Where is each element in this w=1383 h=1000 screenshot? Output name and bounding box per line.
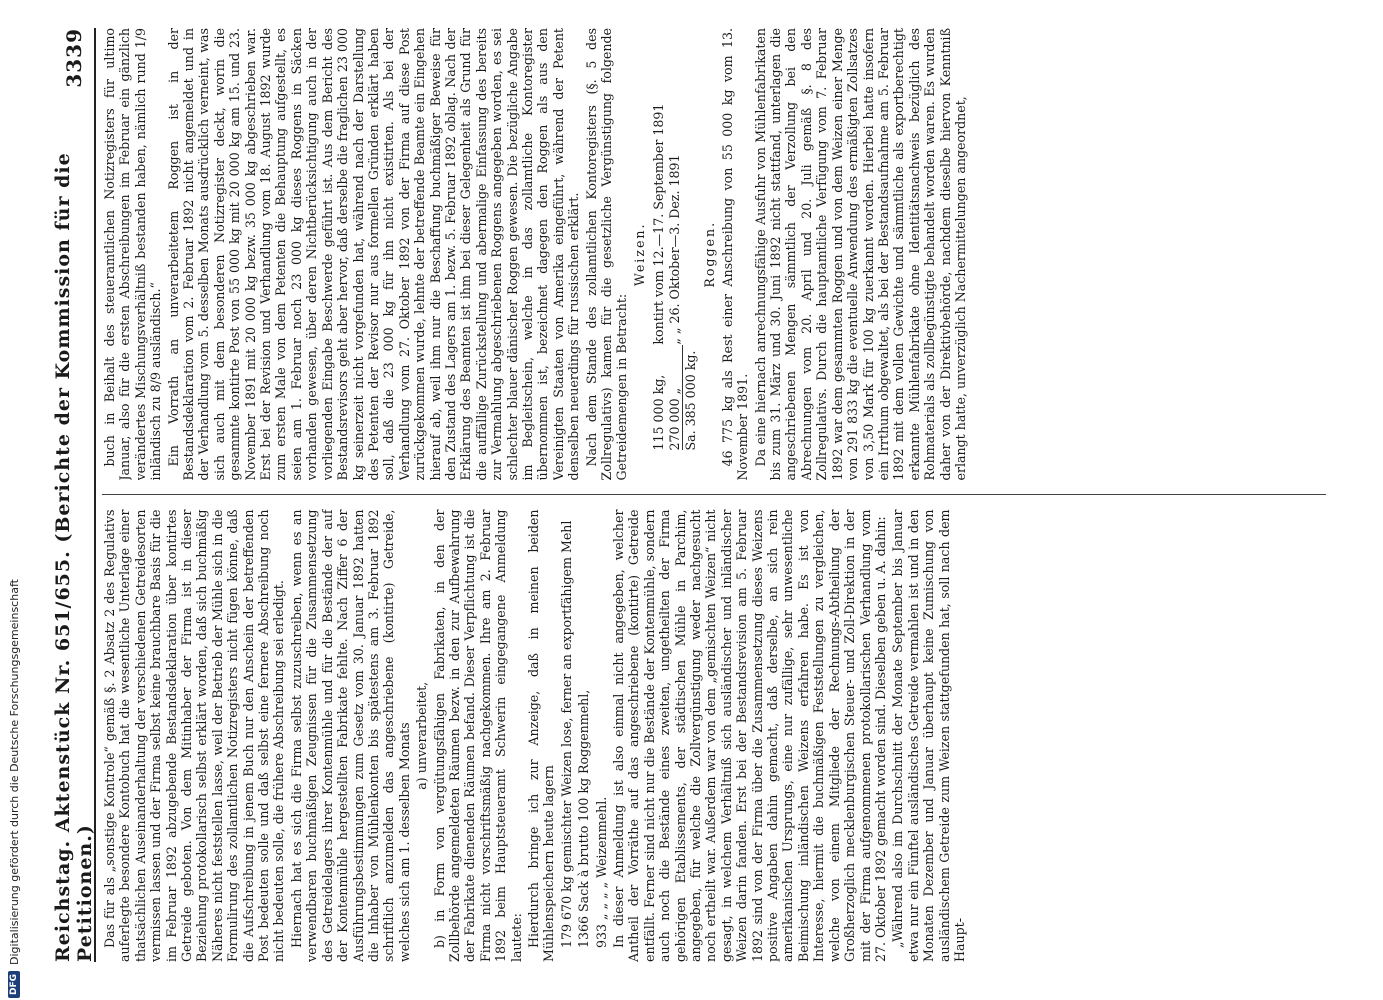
running-title: Reichstag. Aktenstück Nr. 651/655. (Berichte der Kommission für die Petitionen.)	[52, 152, 96, 962]
desc-cell: kontirt vom 12.—17. September 1891	[651, 103, 667, 345]
paragraph: Das für als „sonstige Kontrole“ gemäß §. 2 Absatz 2 des Regulativs auferlegte besondere Kontobuch hat die wesentliche Unterlage einer thatsächlichen Auseinanderhaltung der verschiedenen Getreidesorten vermissen lassen und der Firma selbst keine brauchbare Basis für die im Februar 1892 abzugebende Bestandsdeklaration über kontirtes Getreide geboten. Von dem Mitinhaber der Firma ist in dieser Beziehung protokollarisch selbst erklärt worden, daß sich buchmäßig Näheres nicht feststellen lasse, weil der Betrieb der Mühle sich in die Formulirung des zollamtlichen Notizregisters nicht fügen könne, daß die Aufschreibung in jenem Buch nur den Anschein der betreffenden Post bedeuten solle und daß selbst eine fernere Abschreibung noch nicht bedeuten solle, die frühere Abschreibung sei erledigt.	[102, 509, 287, 962]
paragraph: buch in Beihalt des steueramtlichen Notizregisters für ultimo Januar, also für die ersten Abschreibungen im Februar ein gänzlich verändertes Mischungsverhältniß bestanden haben, nämlich rund 1/9 inländisch zu 8/9 ausländisch.“	[102, 28, 164, 481]
paragraph: In dieser Anmeldung ist also einmal nicht angegeben, welcher Antheil der Vorräthe auf das angeschriebene (kontirte) Getreide entfällt. Ferner sind nicht nur die Bestände der Kontenmühle, sondern auch noch die Bestände eines zweiten, ungetheilten der Firma gehörigen Etablissements, der städtischen Mühle in Parchim, angegeben, für welche die Zollvergünstigung weder nachgesucht noch ertheilt war. Außerdem war von dem „gemischten Weizen“ nicht gesagt, in welchem Verhältniß sich ausländischer und inländischer Weizen darin fanden. Erst bei der Bestandsrevision am 5. Februar 1892 sind von der Firma über die Zusammensetzung dieses Weizens positive Angaben dahin gemacht, daß derselbe, an sich rein amerikanischen Ursprungs, eine nur zufällige, sehr unwesentliche Beimischung inländischen Weizens erfahren habe. Es ist von Interesse, hiermit die buchmäßigen Feststellungen zu vergleichen, welche von einem Mitgliede der Rechnungs-Abtheilung der Großherzoglich mecklenburgischen Steuer- und Zoll-Direktion in der mit der Firma aufgenommenen protokollarischen Verhandlung vom 27. Oktober 1892 gemacht worden sind. Dieselben geben u. A. dahin:	[611, 509, 888, 962]
weizen-table	[651, 98, 698, 451]
section-heading-roggen: Roggen.	[702, 220, 718, 288]
paragraph: b) in Form von vergütungsfähigen Fabrikaten, in den der Zollbehörde angemeldeten Räumen bezw. in den zur Aufbewahrung der Fabrikate dienenden Räumen befand. Dieser Verpflichtung ist die Firma nicht vorschriftsmäßig nachgekommen. Ihre am 2. Februar 1892 beim Hauptsteueramt Schwerin eingegangene Anmeldung lautete:	[431, 509, 524, 962]
credit-text: Digitalisierung gefördert durch die Deutsche Forschungsgemeinschaft	[7, 579, 21, 965]
dfg-logo: DFG	[8, 971, 20, 998]
paragraph: Ein Vorrath an unverarbeitetem Roggen ist in der Bestandsdeklaration vom 2. Februar 1892 nicht angemeldet und in der Verhandlung vom 5. desselben Monats ausdrücklich verneint, was sich auch mit dem besonderen Notizregister deckt, worin die gesammte kontirte Post von 55 000 kg mit 20 000 kg am 15. und 23. November 1891 mit 20 000 kg bezw. 35 000 kg abgeschrieben war. Erst bei der Revision und Verhandlung vom 18. August 1892 wurde zum ersten Male von dem Petenten die Behauptung aufgestellt, es seien am 1. Februar noch 23 000 kg dieses Roggens in Säcken vorhanden gewesen, über deren Nichtberücksichtigung auch in der vorliegenden Eingabe Beschwerde geführt ist. Aus dem Bericht des Bestandsrevisors geht aber hervor, daß derselbe die fraglichen 23 000 kg seinerzeit nicht vorgefunden hat, während nach der Darstellung des Petenten der Revisor nur aus formellen Gründen erklärt haben soll, daß die 23 000 kg für ihn nicht existirten. Als bei der Verhandlung vom 27. Oktober 1892 von der Firma auf diese Post zurückgekommen wurde, lehnte der betreffende Beamte ein Eingehen hierauf ab, weil ihm nur die Beschaffung buchmäßiger Beweise für den Zustand des Lagers am 1. bezw. 5. Februar 1892 oblag. Nach der Erklärung des Beamten ist ihm bei dieser Gelegenheit als Grund für die auffällige Zurückstellung und abermalige Einfassung des bereits zur Vermahlung abgeschriebenen Roggens angegeben worden, es sei schlechter blauer dänischer Roggen gewesen. Die bezügliche Angabe im Begleitschein, welche in das zollamtliche Kontoregister übernommen ist, bezeichnet dagegen den Roggen als aus den Vereinigten Staaten von Amerika eingeführt, während der Petent denselben neuerdings für russischen erklärt.	[165, 28, 582, 481]
table-row	[683, 98, 699, 451]
paragraph: 933 „ „ „ „ Weizenmehl.	[593, 796, 609, 948]
paragraph: 1366 Sack à brutto 100 kg Roggenmehl,	[576, 689, 592, 948]
desc-cell: „ „ 26. Oktober—3. Dez. 1891	[666, 154, 682, 345]
paragraph: Da eine hiernach anrechnungsfähige Ausfuhr von Mühlenfabrikaten bis zum 31. März und 30. Juni 1892 nicht stattfand, unterlagen die angeschriebenen Mengen sämmtlich der Verzollung bei den Abrechnungen vom 20. April und 20. Juli gemäß §. 8 des Zollregulativs. Durch die hauptamtliche Verfügung vom 7. Februar 1892 war dem gesammten Roggen und von dem Weizen einer Menge von 291 833 kg die eventuelle Anwendung des ermäßigten Zollsatzes von 3,50 Mark für 100 kg zuerkannt worden. Hierbei hatte insofern ein Irrthum obgewaltet, als bei der Bestandsaufnahme am 5. Februar 1892 mit dem vollen Gewichte und sämmtliche als exportberechtigt erkannte Mühlenfabrikate ohne Identitätsnachweis bezüglich des Rohmaterials als zollbegünstigte behandelt worden waren. Es wurden daher von der Direktivbehörde, nachdem dieselbe hiervon Kenntniß erlangt hatte, unverzüglich Nachermittelungen angeordnet,	[752, 28, 968, 481]
page-number: 3339	[62, 28, 86, 88]
amount-cell: 270 000 „	[666, 387, 682, 451]
paragraph: 179 670 kg gemischter Weizen lose, ferner an exportfähigem Mehl	[558, 520, 574, 948]
left-column	[102, 510, 1326, 963]
table-row	[651, 98, 666, 451]
scanned-page	[40, 0, 1340, 990]
list-item: a) unverarbeitet,	[414, 681, 430, 790]
table-row	[667, 98, 683, 451]
paragraph: Hiernach hat es sich die Firma selbst zuzuschreiben, wenn es an verwendbaren buchmäßigen Zeugnissen für die Zusammensetzung des Getreidelagers ihrer Kontenmühle und für die Bestände der auf der Kontenmühle hergestellten Fabrikate fehlte. Nach Ziffer 6 der Ausführungsbestimmungen zum Gesetz vom 30. Januar 1892 hatten die Inhaber von Mühlenkonten bis spätestens am 3. Februar 1892 schriftlich anzumelden das angeschriebene (kontirte) Getreide, welches sich am 1. desselben Monats	[288, 509, 412, 962]
right-column	[102, 28, 1326, 481]
paragraph: Hierdurch bringe ich zur Anzeige, daß in meinen beiden Mühlenspeichern heute lagern	[525, 509, 557, 962]
column-divider	[102, 495, 1326, 496]
digitization-credit	[2, 0, 24, 1000]
page-header	[54, 28, 96, 962]
paragraph: 46 775 kg als Rest einer Anschreibung von 55 000 kg vom 13. November 1891.	[719, 28, 751, 481]
amount-cell: 115 000 kg,	[651, 374, 667, 451]
section-heading-weizen: Weizen.	[631, 222, 647, 287]
paragraph: „Während also im Durchschnitt der Monate September bis Januar etwa nur ein Fünftel ausländisches Getreide vermahlen ist und in den Monaten Dezember und Januar überhaupt keine Zumischung von ausländischem Getreide zum Weizen stattgefunden hat, soll nach dem Haupt-	[890, 509, 967, 962]
total-cell: Sa. 385 000 kg.	[683, 345, 699, 451]
paragraph: Nach dem Stande des zollamtlichen Kontoregisters (§. 5 des Zollregulativs) kamen für die gesetzliche Vergünstigung folgende Getreidemengen in Betracht:	[583, 28, 630, 481]
